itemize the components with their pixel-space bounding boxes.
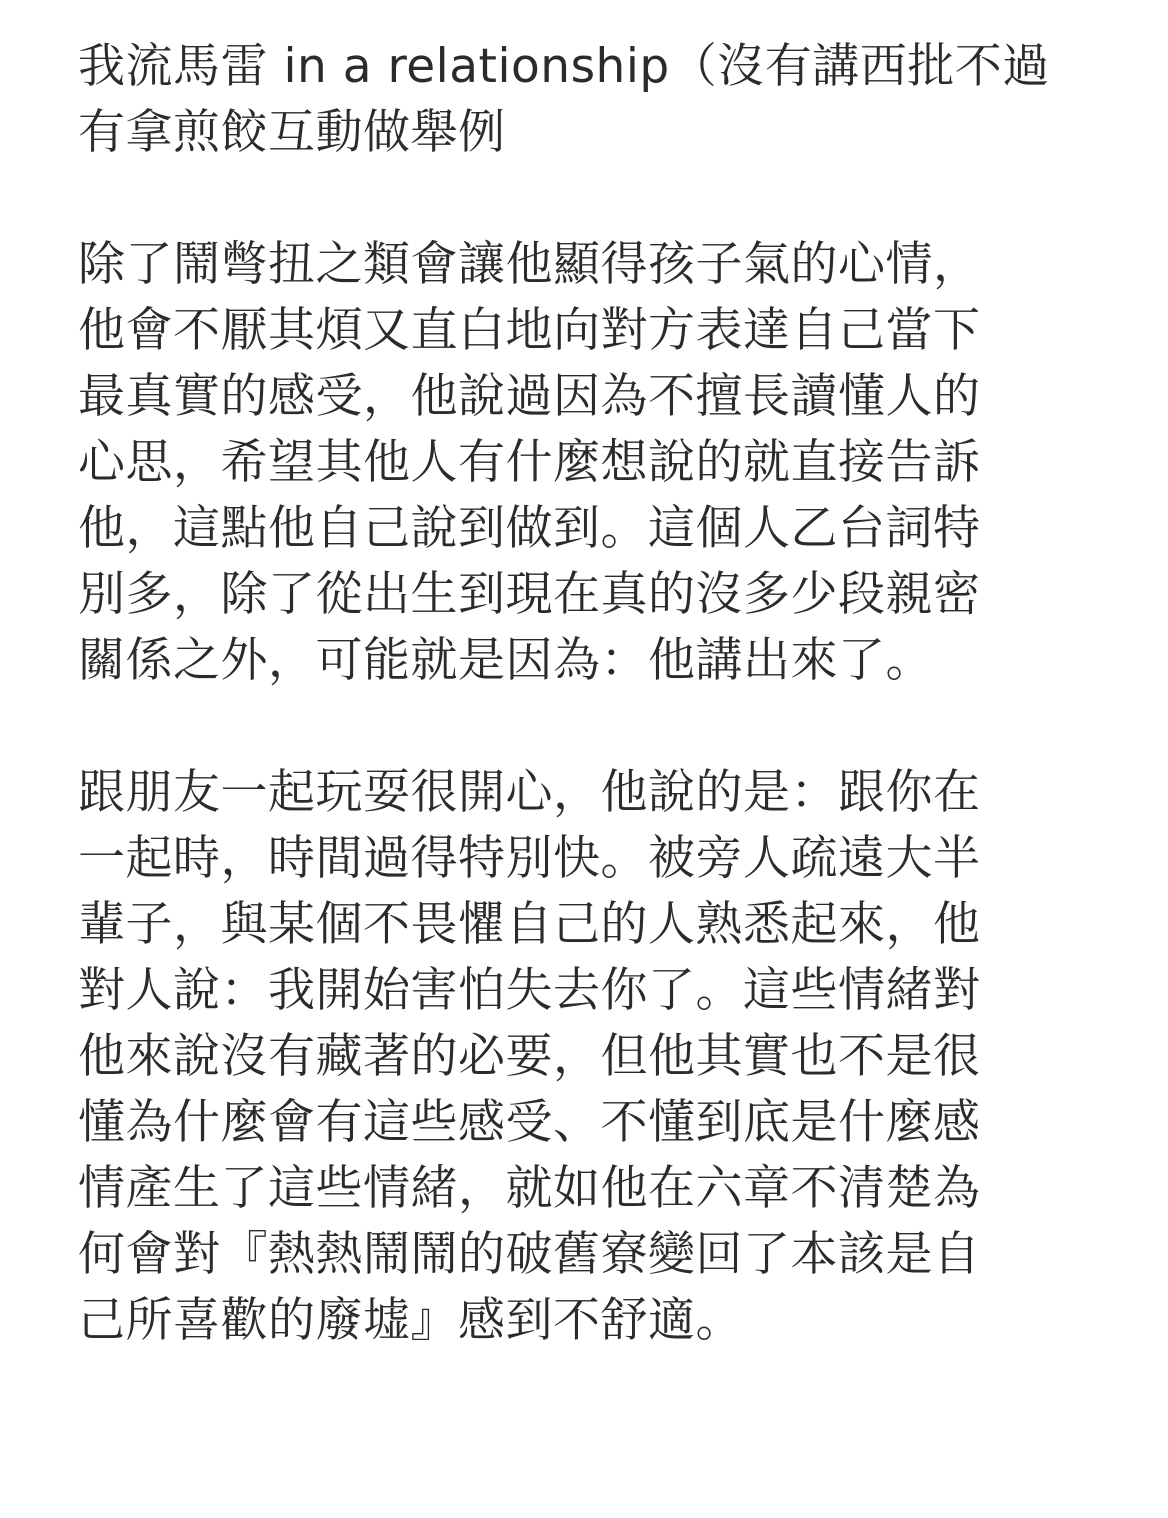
text-line: 對人說：我開始害怕失去你了。這些情緒對 (78, 963, 981, 1018)
text-line: 他來說沒有藏著的必要，但他其實也不是很 (78, 1029, 981, 1084)
text-line: 有拿煎餃互動做舉例 (78, 105, 506, 160)
text-line: 懂為什麼會有這些感受、不懂到底是什麼感 (78, 1095, 981, 1150)
text-line: 一起時，時間過得特別快。被旁人疏遠大半 (78, 831, 981, 886)
text-line: 他會不厭其煩又直白地向對方表達自己當下 (78, 303, 981, 358)
text-line: 別多，除了從出生到現在真的沒多少段親密 (78, 567, 981, 622)
text-line: 心思，希望其他人有什麼想說的就直接告訴 (78, 435, 981, 490)
paragraph-spacer (78, 694, 1078, 760)
text-line: 他，這點他自己說到做到。這個人乙台詞特 (78, 501, 981, 556)
text-line: 跟朋友一起玩耍很開心，他說的是：跟你在 (78, 765, 981, 820)
paragraph-1 (78, 34, 1078, 166)
document-body (78, 34, 1078, 1354)
text-line: 己所喜歡的廢墟』感到不舒適。 (78, 1293, 743, 1348)
text-line: 何會對『熱熱鬧鬧的破舊寮變回了本該是自 (78, 1227, 981, 1282)
text-line: 最真實的感受，他說過因為不擅長讀懂人的 (78, 369, 981, 424)
paragraph-3 (78, 760, 1078, 1354)
text-line: 關係之外，可能就是因為：他講出來了。 (78, 633, 933, 688)
paragraph-2 (78, 232, 1078, 694)
text-line: 除了鬧彆扭之類會讓他顯得孩子氣的心情， (78, 237, 981, 292)
text-line: 情產生了這些情緒，就如他在六章不清楚為 (78, 1161, 981, 1216)
text-line: 輩子，與某個不畏懼自己的人熟悉起來，他 (78, 897, 981, 952)
paragraph-spacer (78, 166, 1078, 232)
text-line: 我流馬雷 in a relationship（沒有講西批不過 (78, 39, 1050, 94)
